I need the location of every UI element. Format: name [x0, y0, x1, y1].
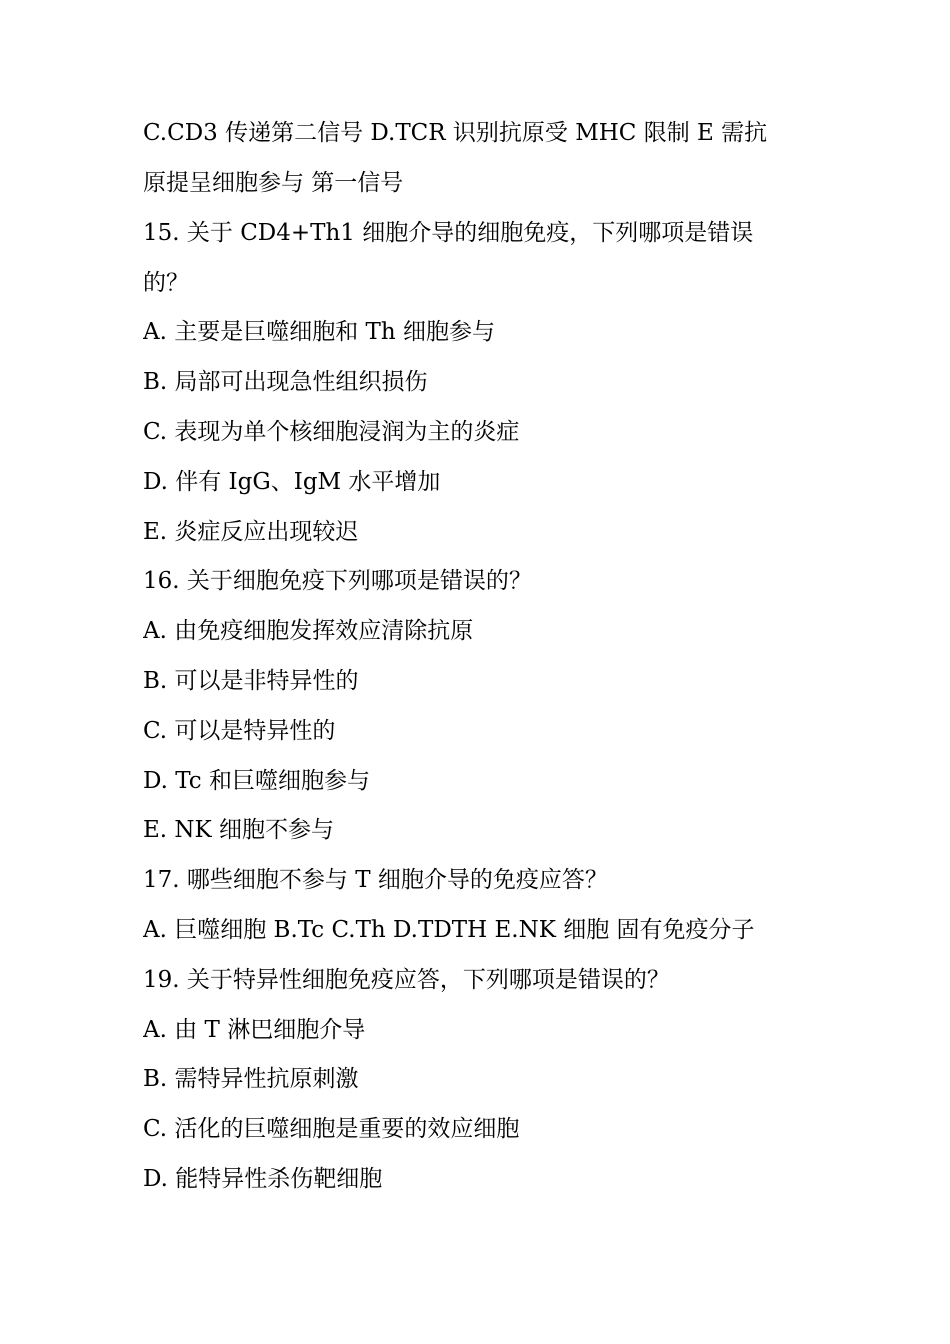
question-15-option-d: D. 伴有 IgG、IgM 水平增加: [143, 469, 441, 495]
question-16-text: 16. 关于细胞免疫下列哪项是错误的？: [143, 568, 532, 594]
text-line-cd3-options: C.CD3 传递第二信号 D.TCR 识别抗原受 MHC 限制 E 需抗: [143, 120, 768, 146]
question-16-option-c: C. 可以是特异性的: [143, 718, 336, 744]
question-15-text-cont: 的？: [143, 270, 189, 296]
text-line-cd3-options-cont: 原提呈细胞参与 第一信号: [143, 170, 404, 196]
question-19-option-c: C. 活化的巨噬细胞是重要的效应细胞: [143, 1116, 520, 1142]
question-17-text: 17. 哪些细胞不参与 T 细胞介导的免疫应答？: [143, 867, 608, 893]
question-19-option-a: A. 由 T 淋巴细胞介导: [143, 1017, 366, 1043]
question-15-option-e: E. 炎症反应出现较迟: [143, 519, 359, 545]
question-16-option-e: E. NK 细胞不参与: [143, 817, 335, 843]
question-16-option-b: B. 可以是非特异性的: [143, 668, 359, 694]
question-15-option-b: B. 局部可出现急性组织损伤: [143, 369, 428, 395]
question-15-option-c: C. 表现为单个核细胞浸润为主的炎症: [143, 419, 520, 445]
question-19-option-b: B. 需特异性抗原刺激: [143, 1066, 359, 1092]
question-16-option-d: D. Tc 和巨噬细胞参与: [143, 768, 370, 794]
question-19-text: 19. 关于特异性细胞免疫应答，下列哪项是错误的？: [143, 967, 670, 993]
question-16-option-a: A. 由免疫细胞发挥效应清除抗原: [143, 618, 474, 644]
question-15-text: 15. 关于 CD4+Th1 细胞介导的细胞免疫，下列哪项是错误: [143, 220, 754, 246]
question-17-options: A. 巨噬细胞 B.Tc C.Th D.TDTH E.NK 细胞 固有免疫分子: [143, 917, 755, 943]
question-15-option-a: A. 主要是巨噬细胞和 Th 细胞参与: [143, 319, 496, 345]
question-19-option-d: D. 能特异性杀伤靶细胞: [143, 1166, 383, 1192]
